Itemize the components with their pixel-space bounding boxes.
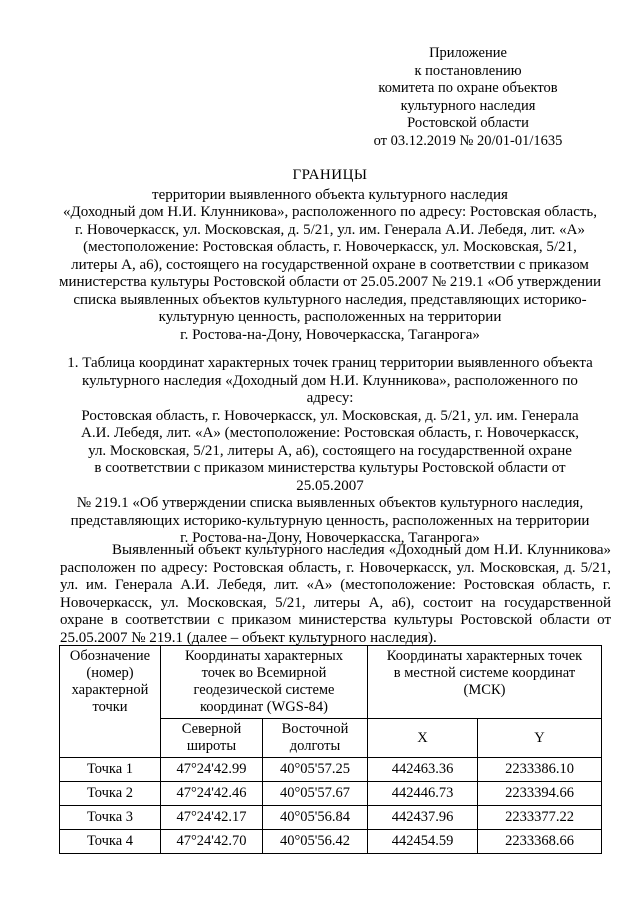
section-line: Ростовская область, г. Новочеркасск, ул. Московская, д. 5/21, ул. им. Генерала (81, 407, 579, 424)
appendix-line: комитета по охране объектов (378, 80, 558, 96)
heading-line: литеры А, а6), состоящего на государственной охране в соответствии с приказом (71, 256, 589, 273)
table-row (60, 782, 602, 806)
appendix-line: культурного наследия (400, 97, 536, 114)
point-longitude: 40°05'56.42 (263, 830, 368, 854)
point-longitude: 40°05'57.67 (263, 782, 368, 806)
heading-line: культурную ценность, расположенных на территории (158, 309, 502, 325)
table-row (60, 758, 602, 782)
section-line: представляющих историко-культурную ценность, расположенных на территории (70, 512, 590, 529)
section-line: 1. Таблица координат характерных точек границ территории выявленного объекта (67, 355, 593, 371)
appendix-line: Ростовской области (407, 115, 529, 131)
point-name: Точка 3 (60, 806, 161, 830)
appendix-line: от 03.12.2019 № 20/01-01/1635 (373, 132, 563, 149)
section-1-heading (62, 355, 598, 548)
header-designation: Обозначение (номер) характерной точки (60, 646, 161, 758)
section-line: в соответствии с приказом министерства культуры Ростовской области от 25.05.2007 (94, 460, 566, 494)
appendix-line: Приложение (429, 45, 507, 61)
object-description-paragraph: Выявленный объект культурного наследия «Доходный дом Н.И. Клунникова» расположен по адресу: Ростовская область, г. Новочеркасск, ул. Московская, д. 5/21, ул. им. Генерала А.И. Лебедя, лит. «А» (местоположение: Ростовская область, г. Новочеркасск, ул. Московская, 5/21, литеры А, а6), состоит на государственной охране в соответствии с приказом министерства культуры Ростовской области от 25.05.2007 № 219.1 (далее – объект культурного наследия). (60, 542, 611, 646)
document-title: ГРАНИЦЫ (292, 167, 368, 183)
heading-line: списка выявленных объектов культурного наследия, представляющих историко- (73, 291, 587, 308)
point-latitude: 47°24'42.70 (161, 830, 263, 854)
point-y: 2233386.10 (478, 758, 602, 782)
point-y: 2233394.66 (478, 782, 602, 806)
document-heading (40, 167, 620, 344)
point-x: 442446.73 (368, 782, 478, 806)
point-name: Точка 1 (60, 758, 161, 782)
point-y: 2233377.22 (478, 806, 602, 830)
section-line: А.И. Лебедя, лит. «А» (местоположение: Ростовская область, г. Новочеркасск, (80, 425, 579, 441)
table-header-row (60, 646, 602, 719)
point-name: Точка 2 (60, 782, 161, 806)
appendix-line: к постановлению (414, 62, 522, 79)
header-y: Y (478, 719, 602, 758)
point-longitude: 40°05'57.25 (263, 758, 368, 782)
point-latitude: 47°24'42.17 (161, 806, 263, 830)
appendix-block (350, 45, 586, 150)
point-longitude: 40°05'56.84 (263, 806, 368, 830)
heading-line: территории выявленного объекта культурного наследия (152, 186, 508, 203)
point-x: 442437.96 (368, 806, 478, 830)
point-latitude: 47°24'42.46 (161, 782, 263, 806)
point-latitude: 47°24'42.99 (161, 758, 263, 782)
coordinates-table (59, 645, 602, 854)
heading-line: г. Ростова-на-Дону, Новочеркасска, Таганрога» (180, 326, 480, 343)
section-line: культурного наследия «Доходный дом Н.И. Клунникова», расположенного по адресу: (82, 372, 578, 406)
section-line: № 219.1 «Об утверждении списка выявленных объектов культурного наследия, (76, 495, 584, 511)
heading-line: министерства культуры Ростовской области от 25.05.2007 № 219.1 «Об утверждении (58, 274, 602, 290)
point-x: 442454.59 (368, 830, 478, 854)
header-east-longitude: Восточной долготы (263, 719, 368, 758)
table-row (60, 806, 602, 830)
heading-line: (местоположение: Ростовская область, г. Новочеркасск, ул. Московская, 5/21, (83, 239, 577, 255)
point-y: 2233368.66 (478, 830, 602, 854)
header-msk: Координаты характерных точек в местной системе координат (МСК) (368, 646, 602, 719)
point-x: 442463.36 (368, 758, 478, 782)
section-line: г. Ростова-на-Дону, Новочеркасска, Таганрога» (180, 530, 480, 546)
header-north-latitude: Северной широты (161, 719, 263, 758)
heading-line: «Доходный дом Н.И. Клунникова», расположенного по адресу: Ростовская область, (62, 204, 598, 220)
table-row (60, 830, 602, 854)
header-x: X (368, 719, 478, 758)
heading-line: г. Новочеркасск, ул. Московская, д. 5/21, ул. им. Генерала А.И. Лебедя, лит. «А» (74, 221, 586, 238)
section-line: ул. Московская, 5/21, литеры А, а6), состоящего на государственной охране (88, 442, 572, 459)
point-name: Точка 4 (60, 830, 161, 854)
header-wgs84: Координаты характерных точек во Всемирной геодезической системе координат (WGS-84) (161, 646, 368, 719)
